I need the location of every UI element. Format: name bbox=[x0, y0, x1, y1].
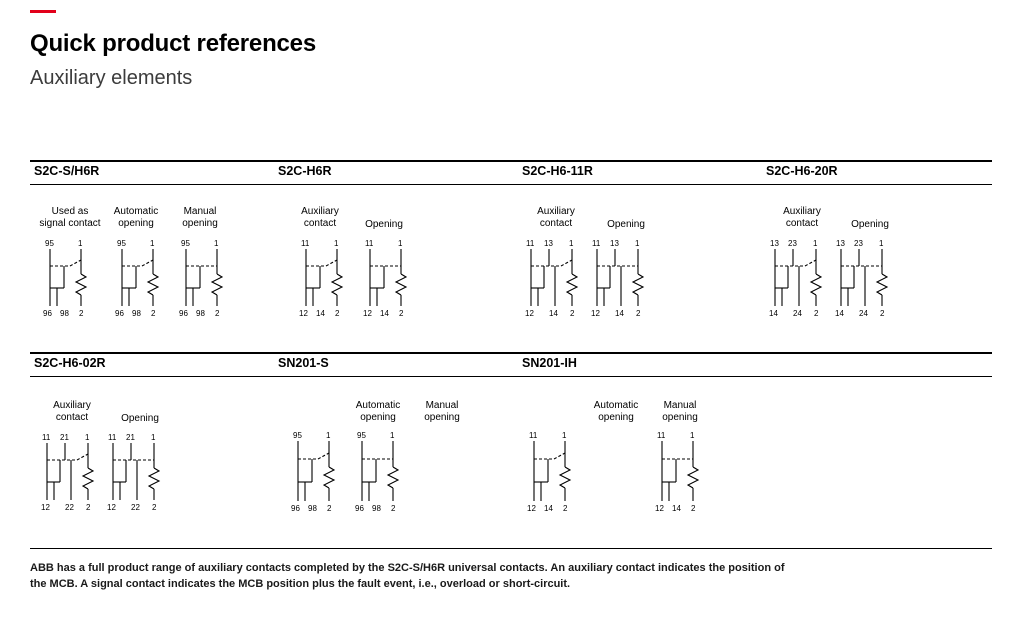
svg-text:95: 95 bbox=[117, 239, 126, 248]
svg-text:14: 14 bbox=[835, 309, 844, 318]
wiring-diagram bbox=[112, 238, 176, 322]
svg-text:21: 21 bbox=[126, 433, 135, 442]
svg-text:96: 96 bbox=[355, 504, 364, 513]
svg-text:96: 96 bbox=[115, 309, 124, 318]
block-label: Opening bbox=[607, 219, 645, 230]
svg-text:2: 2 bbox=[215, 309, 220, 318]
svg-text:1: 1 bbox=[690, 431, 695, 440]
block-label: Used as signal contact bbox=[39, 206, 101, 229]
svg-text:98: 98 bbox=[196, 309, 205, 318]
wiring-diagram bbox=[352, 425, 416, 517]
svg-text:2: 2 bbox=[880, 309, 885, 318]
svg-text:12: 12 bbox=[591, 309, 600, 318]
svg-text:2: 2 bbox=[327, 504, 332, 513]
page-title: Quick product references bbox=[30, 30, 316, 57]
svg-text:2: 2 bbox=[152, 503, 157, 512]
wiring-diagram bbox=[296, 238, 360, 322]
block-label: Opening bbox=[365, 219, 403, 230]
column-heading-s2c-h6-11r: S2C-H6-11R bbox=[522, 164, 593, 178]
svg-text:1: 1 bbox=[326, 431, 331, 440]
svg-text:11: 11 bbox=[365, 239, 374, 248]
svg-text:13: 13 bbox=[770, 239, 779, 248]
wiring-diagram bbox=[834, 238, 906, 322]
footnote-text: ABB has a full product range of auxiliary contacts completed by the S2C-S/H6R universal contacts. An auxiliary contact indicates the position of the MCB. A signal contact indicates the MCB position plus the fault event, i.e., overload or short-circuit. bbox=[30, 562, 785, 590]
section-2-header-rule bbox=[30, 376, 992, 377]
svg-text:98: 98 bbox=[372, 504, 381, 513]
wiring-diagram bbox=[524, 238, 596, 322]
svg-text:2: 2 bbox=[151, 309, 156, 318]
accent-bar bbox=[30, 10, 56, 13]
svg-text:98: 98 bbox=[132, 309, 141, 318]
svg-text:2: 2 bbox=[691, 504, 696, 513]
svg-text:11: 11 bbox=[657, 431, 666, 440]
svg-text:95: 95 bbox=[357, 431, 366, 440]
svg-text:1: 1 bbox=[398, 239, 403, 248]
page-subtitle: Auxiliary elements bbox=[30, 67, 193, 89]
column-heading-s2c-h6-20r: S2C-H6-20R bbox=[766, 164, 838, 178]
svg-text:96: 96 bbox=[179, 309, 188, 318]
block-label: Auxiliary contact bbox=[301, 206, 339, 229]
svg-text:2: 2 bbox=[335, 309, 340, 318]
svg-text:95: 95 bbox=[181, 239, 190, 248]
block-label: Manual opening bbox=[424, 400, 460, 423]
footnote-rule bbox=[30, 548, 992, 549]
wiring-diagram bbox=[590, 238, 662, 322]
svg-text:14: 14 bbox=[672, 504, 681, 513]
svg-text:23: 23 bbox=[854, 239, 863, 248]
svg-text:11: 11 bbox=[592, 239, 601, 248]
wiring-diagram bbox=[652, 425, 716, 517]
block-label: Opening bbox=[851, 219, 889, 230]
svg-text:98: 98 bbox=[308, 504, 317, 513]
svg-text:22: 22 bbox=[131, 503, 140, 512]
svg-text:24: 24 bbox=[859, 309, 868, 318]
column-heading-sn201-s: SN201-S bbox=[278, 356, 329, 370]
svg-text:21: 21 bbox=[60, 433, 69, 442]
block-label: Automatic opening bbox=[593, 400, 639, 423]
svg-text:1: 1 bbox=[562, 431, 567, 440]
svg-text:23: 23 bbox=[788, 239, 797, 248]
wiring-diagram bbox=[40, 432, 112, 516]
wiring-diagram bbox=[288, 425, 352, 517]
svg-text:2: 2 bbox=[399, 309, 404, 318]
svg-text:1: 1 bbox=[150, 239, 155, 248]
column-heading-sn201-ih: SN201-IH bbox=[522, 356, 577, 370]
svg-text:1: 1 bbox=[85, 433, 90, 442]
svg-text:2: 2 bbox=[79, 309, 84, 318]
block-label: Automatic opening bbox=[113, 206, 159, 229]
column-heading-s2c-h6r: S2C-H6R bbox=[278, 164, 332, 178]
svg-text:96: 96 bbox=[43, 309, 52, 318]
svg-text:14: 14 bbox=[549, 309, 558, 318]
svg-text:11: 11 bbox=[301, 239, 310, 248]
svg-text:1: 1 bbox=[334, 239, 339, 248]
svg-text:12: 12 bbox=[363, 309, 372, 318]
svg-text:14: 14 bbox=[769, 309, 778, 318]
block-label: Auxiliary contact bbox=[783, 206, 821, 229]
svg-text:2: 2 bbox=[391, 504, 396, 513]
svg-text:13: 13 bbox=[836, 239, 845, 248]
svg-text:2: 2 bbox=[86, 503, 91, 512]
svg-text:2: 2 bbox=[636, 309, 641, 318]
svg-text:95: 95 bbox=[293, 431, 302, 440]
svg-text:1: 1 bbox=[214, 239, 219, 248]
svg-text:11: 11 bbox=[42, 433, 51, 442]
svg-text:1: 1 bbox=[569, 239, 574, 248]
block-label: Auxiliary contact bbox=[53, 400, 91, 423]
svg-text:2: 2 bbox=[570, 309, 575, 318]
svg-text:12: 12 bbox=[41, 503, 50, 512]
svg-text:2: 2 bbox=[563, 504, 568, 513]
svg-text:1: 1 bbox=[151, 433, 156, 442]
svg-text:12: 12 bbox=[527, 504, 536, 513]
svg-text:24: 24 bbox=[793, 309, 802, 318]
svg-text:14: 14 bbox=[615, 309, 624, 318]
svg-text:13: 13 bbox=[544, 239, 553, 248]
svg-text:11: 11 bbox=[526, 239, 535, 248]
svg-text:12: 12 bbox=[655, 504, 664, 513]
block-label: Auxiliary contact bbox=[537, 206, 575, 229]
column-heading-s2c-h6-02r: S2C-H6-02R bbox=[34, 356, 106, 370]
wiring-diagram bbox=[176, 238, 240, 322]
column-heading-s2c-s-h6r: S2C-S/H6R bbox=[34, 164, 100, 178]
svg-text:12: 12 bbox=[299, 309, 308, 318]
wiring-diagram bbox=[360, 238, 424, 322]
wiring-diagram bbox=[768, 238, 840, 322]
svg-text:2: 2 bbox=[814, 309, 819, 318]
svg-text:96: 96 bbox=[291, 504, 300, 513]
svg-text:1: 1 bbox=[390, 431, 395, 440]
svg-text:1: 1 bbox=[78, 239, 83, 248]
svg-text:11: 11 bbox=[108, 433, 117, 442]
section-1-top-rule bbox=[30, 160, 992, 162]
wiring-diagram bbox=[40, 238, 104, 322]
svg-text:14: 14 bbox=[380, 309, 389, 318]
svg-text:22: 22 bbox=[65, 503, 74, 512]
block-label: Automatic opening bbox=[355, 400, 401, 423]
wiring-diagram bbox=[524, 425, 588, 517]
svg-text:98: 98 bbox=[60, 309, 69, 318]
section-1-header-rule bbox=[30, 184, 992, 185]
svg-text:1: 1 bbox=[635, 239, 640, 248]
svg-text:14: 14 bbox=[316, 309, 325, 318]
svg-text:1: 1 bbox=[813, 239, 818, 248]
svg-text:95: 95 bbox=[45, 239, 54, 248]
section-2-top-rule bbox=[30, 352, 992, 354]
svg-text:12: 12 bbox=[107, 503, 116, 512]
svg-text:11: 11 bbox=[529, 431, 538, 440]
svg-text:14: 14 bbox=[544, 504, 553, 513]
svg-text:13: 13 bbox=[610, 239, 619, 248]
svg-text:12: 12 bbox=[525, 309, 534, 318]
block-label: Manual opening bbox=[662, 400, 698, 423]
wiring-diagram bbox=[106, 432, 178, 516]
svg-text:1: 1 bbox=[879, 239, 884, 248]
block-label: Opening bbox=[121, 413, 159, 424]
block-label: Manual opening bbox=[182, 206, 218, 229]
